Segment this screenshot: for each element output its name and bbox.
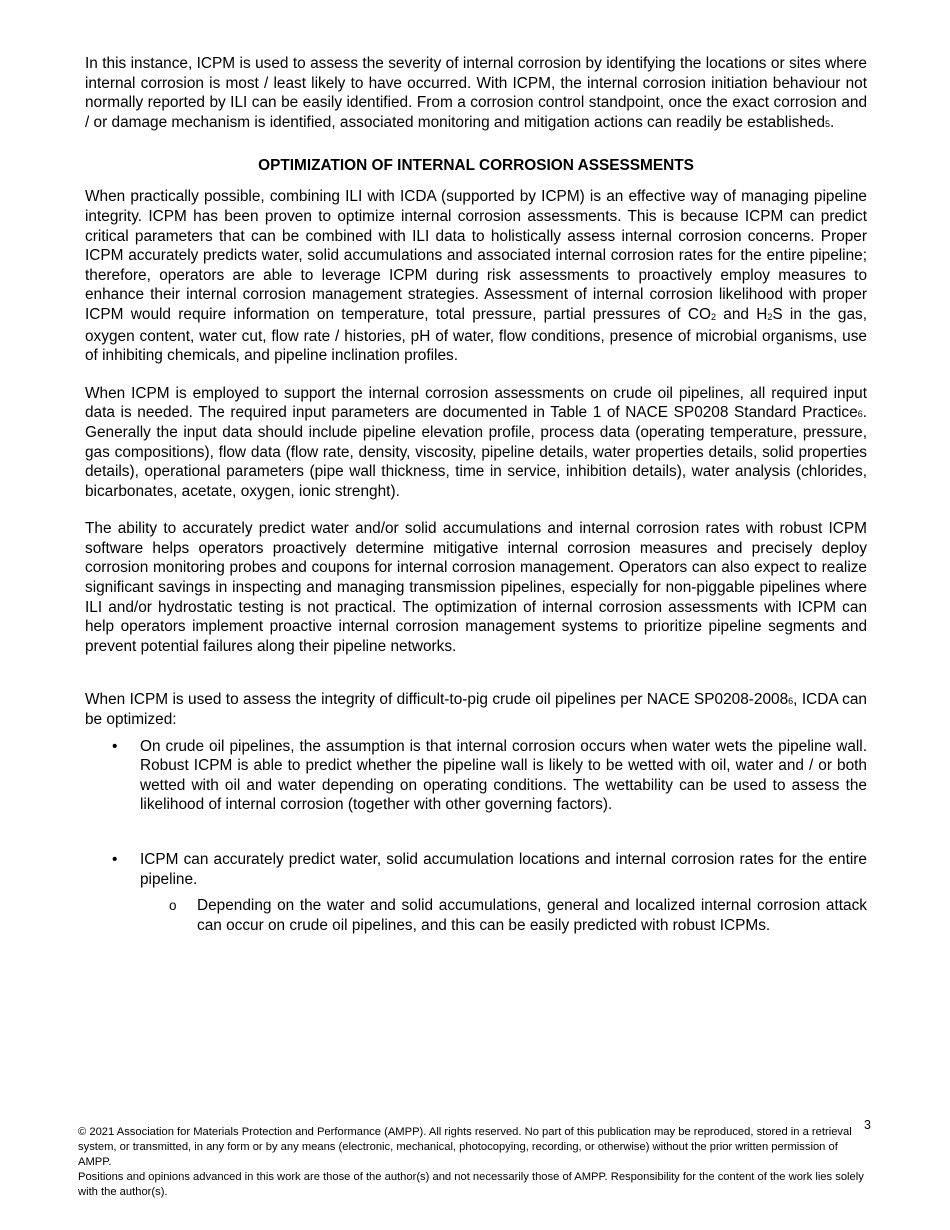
reference-6: 6 — [857, 409, 863, 420]
h2s-subscript: 2 — [767, 311, 773, 322]
sub-bullet-list — [140, 896, 867, 935]
reference-6-b: 6 — [788, 696, 794, 707]
paragraph-2 — [85, 384, 867, 502]
intro-text: In this instance, ICPM is used to assess the severity of internal corrosion by identifying the locations or sites where internal corrosion is most / least likely to have occurred. With ICPM, the internal corrosion initiation behaviour not normally reported by ILI can be easily identified. From a corrosion control standpoint, once the exact corrosion and / or damage mechanism is identified, associated monitoring and mitigation actions can readily be established — [85, 55, 867, 131]
paragraph-1-text-b: and H — [715, 305, 768, 323]
paragraph-4 — [85, 690, 867, 729]
list-item — [140, 896, 867, 935]
list-spacer — [85, 815, 867, 850]
paragraph-1-text-a: When practically possible, combining ILI with ICDA (supported by ICPM) is an effective way of managing pipeline integrity. ICPM has been proven to optimize internal corrosion assessments. This is because ICPM can predict critical parameters that can be combined with ILI data to holistically assess internal corrosion concerns. Proper ICPM accurately predicts water, solid accumulations and associated internal corrosion rates for the entire pipeline; therefore, operators are able to leverage ICPM during risk assessments to proactively employ measures to enhance their internal corrosion management strategies. Assessment of internal corrosion likelihood with proper ICPM would require information on temperature, total pressure, partial pressures of CO — [85, 188, 867, 323]
paragraph-1 — [85, 187, 867, 365]
footer-disclaimer: Positions and opinions advanced in this work are those of the author(s) and not necessarily those of AMPP. Responsibility for the content of the work lies solely with the author(s). — [78, 1171, 864, 1199]
paragraph-2-text-b: . Generally the input data should include pipeline elevation profile, process data (operating temperature, pressure, gas compositions), flow data (flow rate, density, viscosity, pipeline details, water properties details, solid properties details), operational parameters (pipe wall thickness, time in service, inhibition details), water analysis (chlorides, bicarbonates, acetate, oxygen, ionic strenght). — [85, 404, 867, 500]
document-body — [85, 54, 867, 935]
section-heading: OPTIMIZATION OF INTERNAL CORROSION ASSESSMENTS — [258, 157, 694, 175]
paragraph-4-text-b: , ICDA can be optimized: — [85, 691, 867, 729]
page-number: 3 — [864, 1118, 871, 1132]
page-footer — [78, 1125, 868, 1200]
intro-end: . — [830, 113, 835, 131]
intro-paragraph — [85, 54, 867, 132]
co2-subscript: 2 — [710, 311, 716, 322]
paragraph-3: The ability to accurately predict water and/or solid accumulations and internal corrosion rates with robust ICPM software helps operators proactively determine mitigative internal corrosion measures and precisely deploy corrosion monitoring probes and coupons for internal corrosion management. Operators can also expect to realize significant savings in inspecting and managing transmission pipelines, especially for non-piggable pipelines where ILI and/or hydrostatic testing is not practical. The optimization of internal corrosion assessments with ICPM can help operators implement proactive internal corrosion management systems to prioritize pipeline segments and prevent potential failures along their pipeline networks. — [85, 520, 867, 655]
paragraph-2-text-a: When ICPM is employed to support the internal corrosion assessments on crude oil pipelines, all required input data is needed. The required input parameters are documented in Table 1 of NACE SP0208 Standard Practice — [85, 384, 867, 422]
bullet-text-2: • ICPM can accurately predict water, solid accumulation locations and internal corrosion rates for the entire pipeline. — [140, 851, 867, 888]
bullet-list — [85, 737, 867, 936]
sub-bullet-text-1: o Depending on the water and solid accumulations, general and localized internal corrosion attack can occur on crude oil pipelines, and this can be easily predicted with robust ICPMs. — [197, 897, 867, 934]
footer-copyright: © 2021 Association for Materials Protection and Performance (AMPP). All rights reserved. No part of this publication may be reproduced, stored in a retrieval system, or transmitted, in any form or by any means (electronic, mechanical, photocopying, recording, or otherwise) without the prior written permission of AMPP. — [78, 1126, 852, 1169]
reference-5: 5 — [825, 118, 831, 129]
list-item — [85, 737, 867, 815]
paragraph-4-text-a: When ICPM is used to assess the integrity of difficult-to-pig crude oil pipelines per NACE SP0208-2008 — [85, 691, 789, 709]
paragraph-1-text-c: S in the gas, oxygen content, water cut, flow rate / histories, pH of water, flow conditions, presence of microbial organisms, use of inhibiting chemicals, and pipeline inclination profiles. — [85, 305, 867, 365]
bullet-text-1: • On crude oil pipelines, the assumption is that internal corrosion occurs when water wets the pipeline wall. Robust ICPM is able to predict whether the pipeline wall is likely to be wetted with oil, water and / or both wetted with oil and water depending on operating conditions. The wettability can be used to assess the likelihood of internal corrosion (together with other governing factors). — [140, 737, 867, 814]
list-item — [85, 850, 867, 935]
